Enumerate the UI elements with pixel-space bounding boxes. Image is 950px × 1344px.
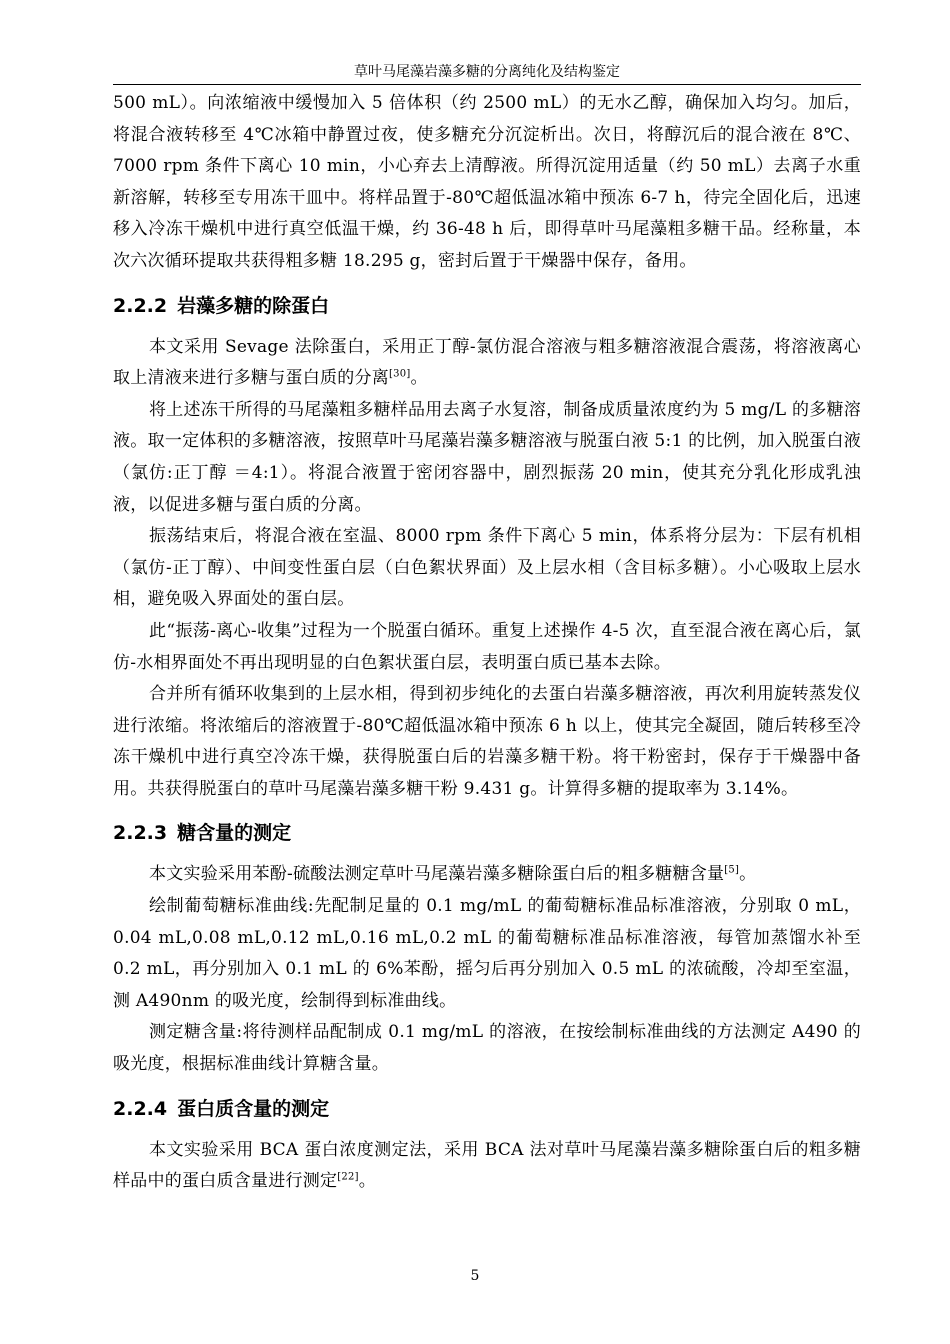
section-title: 岩藻多糖的除蛋白 bbox=[177, 294, 330, 317]
paragraph: 振荡结束后，将混合液在室温、8000 rpm 条件下离心 5 min，体系将分层为：下层有机相（氯仿-正丁醇）、中间变性蛋白层（白色絮状界面）及上层水相（含目标多糖）。小心吸取上层水相，避免吸入界面处的蛋白层。 bbox=[113, 526, 861, 610]
section-heading-2-2-2 bbox=[113, 290, 861, 322]
citation: [5] bbox=[724, 864, 740, 876]
paragraph bbox=[113, 859, 861, 891]
section-number: 2.2.4 bbox=[113, 1097, 168, 1120]
section-title: 糖含量的测定 bbox=[177, 822, 292, 845]
paragraph-end: 。 bbox=[739, 864, 757, 885]
section-number: 2.2.3 bbox=[113, 822, 168, 845]
section-number: 2.2.2 bbox=[113, 294, 168, 317]
paragraph: 测定糖含量:将待测样品配制成 0.1 mg/mL 的溶液，在按绘制标准曲线的方法测定 A490 的吸光度，根据标准曲线计算糖含量。 bbox=[113, 1022, 861, 1075]
paragraph bbox=[113, 1135, 861, 1198]
paragraph: 将上述冻干所得的马尾藻粗多糖样品用去离子水复溶，制备成质量浓度约为 5 mg/L 的多糖溶液。取一定体积的多糖溶液，按照草叶马尾藻岩藻多糖溶液与脱蛋白液 5:1 的比例，加入脱蛋白液（氯仿:正丁醇 ＝4:1）。将混合液置于密闭容器中，剧烈振荡 20 min，使其充分乳化形成乳浊液，以促进多糖与蛋白质的分离。 bbox=[113, 399, 861, 515]
paragraph-end: 。 bbox=[358, 1171, 377, 1192]
paragraph-text: 本文实验采用 BCA 蛋白浓度测定法，采用 BCA 法对草叶马尾藻岩藻多糖除蛋白后的粗多糖样品中的蛋白质含量进行测定 bbox=[113, 1139, 861, 1192]
paragraph-text: 本文实验采用苯酚-硫酸法测定草叶马尾藻岩藻多糖除蛋白后的粗多糖糖含量 bbox=[149, 864, 725, 885]
citation: [30] bbox=[389, 368, 411, 380]
paragraph: 此“振荡-离心-收集”过程为一个脱蛋白循环。重复上述操作 4-5 次，直至混合液在离心后，氯仿-水相界面处不再出现明显的白色絮状蛋白层，表明蛋白质已基本去除。 bbox=[113, 620, 861, 673]
paragraph-continued: 500 mL）。向浓缩液中缓慢加入 5 倍体积（约 2500 mL）的无水乙醇，确保加入均匀。加后，将混合液转移至 4℃冰箱中静置过夜，使多糖充分沉淀析出。次日，将醇沉后的混合液在 8℃、7000 rpm 条件下离心 10 min，小心弃去上清醇液。所得沉淀用适量（约 50 mL）去离子水重新溶解，转移至专用冻干皿中。将样品置于-80℃超低温冰箱中预冻 6-7 h，待完全固化后，迅速移入冷冻干燥机中进行真空低温干燥，约 36-48 h 后，即得草叶马尾藻粗多糖干品。经称量，本次六次循环提取共获得粗多糖 18.295 g，密封后置于干燥器中保存，备用。 bbox=[113, 93, 861, 271]
paragraph bbox=[113, 332, 861, 395]
page-number: 5 bbox=[470, 1268, 480, 1284]
section-title: 蛋白质含量的测定 bbox=[177, 1097, 330, 1120]
paragraph-text: 本文采用 Sevage 法除蛋白，采用正丁醇-氯仿混合溶液与粗多糖溶液混合震荡，将溶液离心取上清液来进行多糖与蛋白质的分离 bbox=[113, 336, 861, 389]
section-heading-2-2-4 bbox=[113, 1093, 861, 1125]
paragraph: 绘制葡萄糖标准曲线:先配制足量的 0.1 mg/mL 的葡萄糖标准品标准溶液，分别取 0 mL，0.04 mL,0.08 mL,0.12 mL,0.16 mL,0.2 mL 的葡萄糖标准品标准溶液，每管加蒸馏水补至 0.2 mL，再分别加入 0.1 mL 的 6%苯酚，摇匀后再分别加入 0.5 mL 的浓硫酸，冷却至室温，测 A490nm 的吸光度，绘制得到标准曲线。 bbox=[113, 896, 861, 1011]
page-content bbox=[113, 88, 861, 1198]
header-rule bbox=[113, 84, 861, 85]
running-header: 草叶马尾藻岩藻多糖的分离纯化及结构鉴定 bbox=[354, 64, 620, 80]
paragraph: 合并所有循环收集到的上层水相，得到初步纯化的去蛋白岩藻多糖溶液，再次利用旋转蒸发仪进行浓缩。将浓缩后的溶液置于-80℃超低温冰箱中预冻 6 h 以上，使其完全凝固，随后转移至冷冻干燥机中进行真空冷冻干燥，获得脱蛋白后的岩藻多糖干粉。将干粉密封，保存于干燥器中备用。共获得脱蛋白的草叶马尾藻岩藻多糖干粉 9.431 g。计算得多糖的提取率为 3.14%。 bbox=[113, 684, 861, 799]
citation: [22] bbox=[337, 1171, 359, 1183]
paragraph-end: 。 bbox=[410, 368, 428, 389]
section-heading-2-2-3 bbox=[113, 817, 861, 849]
